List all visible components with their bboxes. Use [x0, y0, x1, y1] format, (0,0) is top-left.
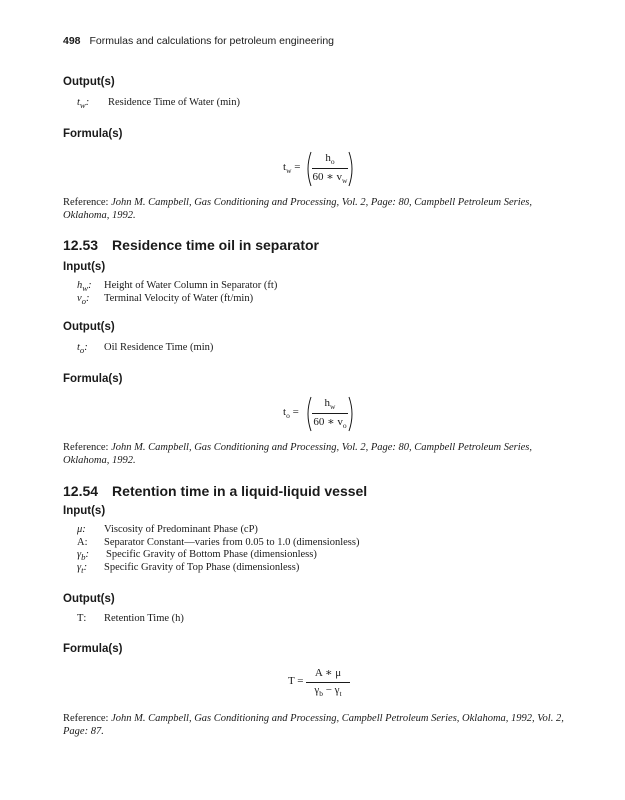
formula-oil-residence-time [270, 395, 360, 435]
variable-symbol: $v_o$: [77, 293, 90, 307]
variable-symbol: $h_w$: [77, 280, 92, 294]
output-heading: Output(s) [63, 593, 115, 605]
variable-description: Specific Gravity of Top Phase (dimensionless) [104, 562, 300, 573]
formula-heading: Formula(s) [63, 128, 123, 140]
variable-symbol: T: [77, 613, 87, 624]
reference-citation: John M. Campbell, Gas Conditioning and Processing, Campbell Petroleum Series, Oklahoma, 1992, Vol. 2, Page: 87. [63, 713, 564, 737]
formula-heading: Formula(s) [63, 643, 123, 655]
formula-lhs: $t_w$ = [283, 161, 301, 176]
formula-heading: Formula(s) [63, 373, 123, 385]
variable-symbol: μ: [77, 524, 86, 535]
variable-description: Viscosity of Predominant Phase (cP) [104, 524, 258, 535]
formula-lhs: T = [288, 675, 304, 687]
reference-citation: John M. Campbell, Gas Conditioning and Processing, Vol. 2, Page: 80, Campbell Petroleum Series, Oklahoma, 1992. [63, 442, 533, 466]
reference-top [63, 196, 573, 222]
page-number: 498 [63, 35, 81, 47]
book-title: Formulas and calculations for petroleum engineering [89, 35, 335, 47]
variable-description: Residence Time of Water (min) [108, 97, 240, 108]
reference-label: Reference: [63, 442, 109, 453]
formula-numerator: A ∗ μ [314, 667, 342, 679]
input-variable [77, 524, 258, 537]
output-variable [77, 342, 214, 356]
section-number: 12.54 [63, 483, 99, 499]
variable-symbol: $\gamma_b$: [77, 549, 90, 563]
reference-label: Reference: [63, 197, 109, 208]
formula-numerator: $h_w$ [324, 397, 336, 412]
section-heading-12-54 [63, 483, 367, 499]
input-variable [77, 293, 254, 307]
formula-denominator: $\gamma_b - \gamma_t$ [314, 684, 342, 699]
right-paren-icon [348, 396, 356, 432]
formula-water-residence-time [270, 150, 360, 190]
variable-symbol: A: [77, 537, 88, 548]
input-heading: Input(s) [63, 261, 106, 273]
reference-label: Reference: [63, 713, 109, 724]
variable-symbol: $\gamma_t$: [77, 562, 88, 576]
variable-description: Retention Time (h) [104, 613, 184, 624]
right-paren-icon [348, 151, 356, 187]
section-title: Retention time in a liquid-liquid vessel [112, 483, 368, 499]
output-heading: Output(s) [63, 321, 115, 333]
input-heading: Input(s) [63, 505, 106, 517]
output-variable [77, 613, 184, 626]
section-title: Residence time oil in separator [112, 237, 320, 253]
variable-symbol: $t_w$: [77, 97, 90, 111]
reference-12-53 [63, 441, 573, 467]
formula-denominator: 60 ∗ $v_o$ [313, 416, 347, 431]
formula-lhs: $t_o$ = [283, 406, 299, 421]
section-number: 12.53 [63, 237, 99, 253]
variable-description: Specific Gravity of Bottom Phase (dimensionless) [106, 549, 317, 560]
reference-citation: John M. Campbell, Gas Conditioning and Processing, Vol. 2, Page: 80, Campbell Petroleum Series, Oklahoma, 1992. [63, 197, 533, 221]
input-variable [77, 280, 278, 294]
variable-description: Oil Residence Time (min) [104, 342, 214, 353]
fraction-bar [312, 168, 348, 169]
fraction-bar [312, 413, 348, 414]
variable-description: Height of Water Column in Separator (ft) [104, 280, 278, 291]
formula-numerator: $h_o$ [325, 152, 335, 167]
variable-symbol: $t_o$: [77, 342, 88, 356]
reference-12-54 [63, 712, 573, 738]
formula-retention-time [282, 664, 362, 704]
fraction-bar [306, 682, 350, 683]
output-heading: Output(s) [63, 76, 115, 88]
running-head [63, 35, 334, 47]
variable-description: Separator Constant—varies from 0.05 to 1.0 (dimensionless) [104, 537, 360, 548]
output-variable [77, 97, 240, 111]
input-variable [77, 562, 300, 576]
variable-description: Terminal Velocity of Water (ft/min) [104, 293, 254, 304]
formula-denominator: 60 ∗ $v_w$ [312, 171, 348, 186]
input-variable [77, 549, 317, 563]
section-heading-12-53 [63, 237, 319, 253]
